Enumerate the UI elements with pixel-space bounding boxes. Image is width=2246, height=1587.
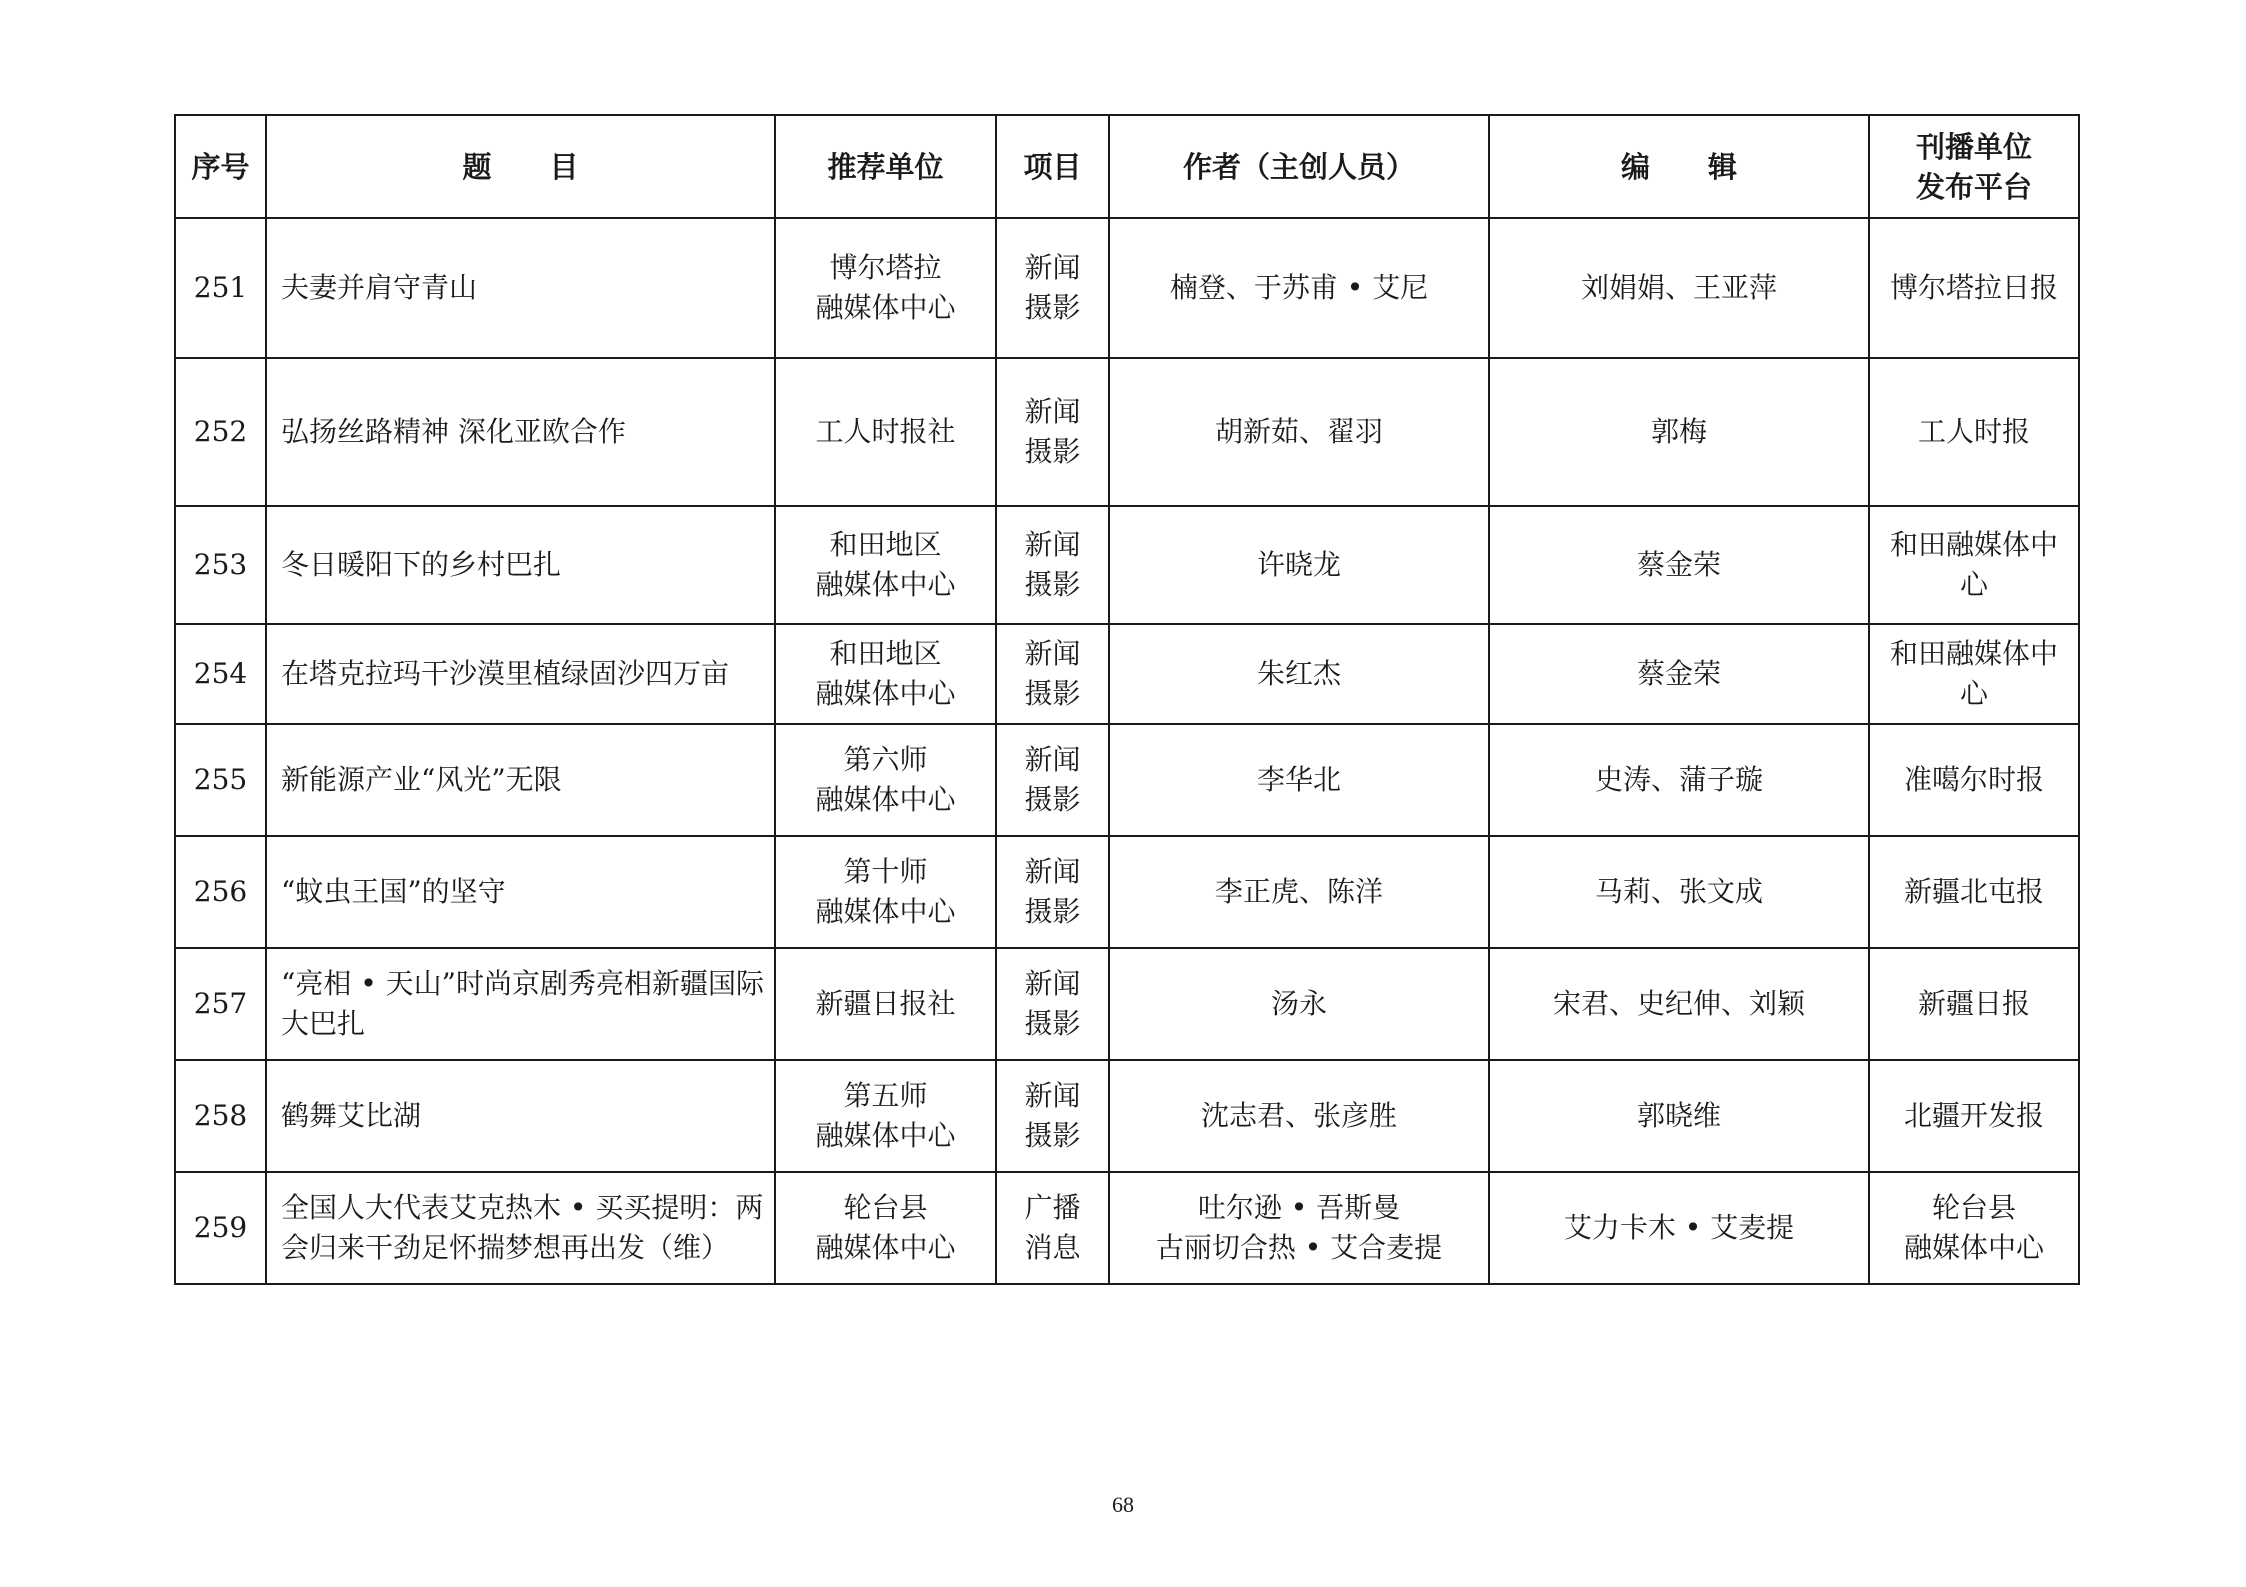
cell-col-number: 256 — [175, 836, 266, 948]
cell-col-editor: 宋君、史纪伸、刘颖 — [1489, 948, 1869, 1060]
cell-col-recommender: 新疆日报社 — [775, 948, 996, 1060]
cell-col-title: 全国人大代表艾克热木 • 买买提明：两会归来干劲足怀揣梦想再出发（维） — [266, 1172, 775, 1284]
cell-col-editor: 马莉、张文成 — [1489, 836, 1869, 948]
cell-col-author: 朱红杰 — [1109, 624, 1489, 724]
cell-col-recommender: 第十师 融媒体中心 — [775, 836, 996, 948]
cell-col-category: 新闻 摄影 — [996, 836, 1109, 948]
cell-col-editor: 郭梅 — [1489, 358, 1869, 506]
cell-col-title: “亮相 • 天山”时尚京剧秀亮相新疆国际大巴扎 — [266, 948, 775, 1060]
table-row — [175, 506, 2079, 624]
table-row — [175, 724, 2079, 836]
cell-col-recommender: 和田地区 融媒体中心 — [775, 506, 996, 624]
header-col-recommender: 推荐单位 — [775, 115, 996, 218]
cell-col-editor: 史涛、蒲子璇 — [1489, 724, 1869, 836]
cell-col-category: 新闻 摄影 — [996, 506, 1109, 624]
cell-col-author: 李正虎、陈洋 — [1109, 836, 1489, 948]
cell-col-recommender: 工人时报社 — [775, 358, 996, 506]
cell-col-number: 255 — [175, 724, 266, 836]
cell-col-number: 254 — [175, 624, 266, 724]
cell-col-publisher: 北疆开发报 — [1869, 1060, 2079, 1172]
cell-col-publisher: 准噶尔时报 — [1869, 724, 2079, 836]
cell-col-author: 许晓龙 — [1109, 506, 1489, 624]
cell-col-title: 在塔克拉玛干沙漠里植绿固沙四万亩 — [266, 624, 775, 724]
cell-col-number: 257 — [175, 948, 266, 1060]
cell-col-publisher: 工人时报 — [1869, 358, 2079, 506]
cell-col-editor: 刘娟娟、王亚萍 — [1489, 218, 1869, 358]
cell-col-title: 新能源产业“风光”无限 — [266, 724, 775, 836]
cell-col-publisher: 博尔塔拉日报 — [1869, 218, 2079, 358]
table-header-row — [175, 115, 2079, 218]
cell-col-category: 新闻 摄影 — [996, 218, 1109, 358]
cell-col-number: 253 — [175, 506, 266, 624]
cell-col-category: 新闻 摄影 — [996, 948, 1109, 1060]
table-row — [175, 218, 2079, 358]
header-col-category: 项目 — [996, 115, 1109, 218]
cell-col-author: 李华北 — [1109, 724, 1489, 836]
awards-table — [174, 114, 2080, 1285]
cell-col-editor: 蔡金荣 — [1489, 506, 1869, 624]
page-number: 68 — [1112, 1492, 1134, 1517]
cell-col-recommender: 第六师 融媒体中心 — [775, 724, 996, 836]
cell-col-publisher: 轮台县 融媒体中心 — [1869, 1172, 2079, 1284]
table-row — [175, 836, 2079, 948]
header-col-number: 序号 — [175, 115, 266, 218]
cell-col-recommender: 和田地区 融媒体中心 — [775, 624, 996, 724]
cell-col-publisher: 和田融媒体中心 — [1869, 506, 2079, 624]
cell-col-editor: 艾力卡木 • 艾麦提 — [1489, 1172, 1869, 1284]
header-col-editor: 编 辑 — [1489, 115, 1869, 218]
cell-col-number: 258 — [175, 1060, 266, 1172]
cell-col-publisher: 新疆北屯报 — [1869, 836, 2079, 948]
cell-col-category: 广播 消息 — [996, 1172, 1109, 1284]
cell-col-publisher: 新疆日报 — [1869, 948, 2079, 1060]
cell-col-author: 汤永 — [1109, 948, 1489, 1060]
cell-col-category: 新闻 摄影 — [996, 724, 1109, 836]
table-row — [175, 948, 2079, 1060]
table-row — [175, 1060, 2079, 1172]
table-row — [175, 624, 2079, 724]
cell-col-category: 新闻 摄影 — [996, 624, 1109, 724]
cell-col-number: 251 — [175, 218, 266, 358]
header-col-author: 作者（主创人员） — [1109, 115, 1489, 218]
cell-col-title: “蚊虫王国”的坚守 — [266, 836, 775, 948]
cell-col-editor: 蔡金荣 — [1489, 624, 1869, 724]
table-row — [175, 358, 2079, 506]
cell-col-publisher: 和田融媒体中心 — [1869, 624, 2079, 724]
cell-col-title: 冬日暖阳下的乡村巴扎 — [266, 506, 775, 624]
cell-col-title: 鹤舞艾比湖 — [266, 1060, 775, 1172]
cell-col-author: 胡新茹、翟羽 — [1109, 358, 1489, 506]
cell-col-recommender: 轮台县 融媒体中心 — [775, 1172, 996, 1284]
header-col-title: 题 目 — [266, 115, 775, 218]
cell-col-category: 新闻 摄影 — [996, 358, 1109, 506]
table-body — [175, 218, 2079, 1284]
cell-col-category: 新闻 摄影 — [996, 1060, 1109, 1172]
cell-col-number: 259 — [175, 1172, 266, 1284]
cell-col-recommender: 博尔塔拉 融媒体中心 — [775, 218, 996, 358]
cell-col-editor: 郭晓维 — [1489, 1060, 1869, 1172]
cell-col-number: 252 — [175, 358, 266, 506]
cell-col-author: 沈志君、张彦胜 — [1109, 1060, 1489, 1172]
cell-col-author: 吐尔逊 • 吾斯曼 古丽切合热 • 艾合麦提 — [1109, 1172, 1489, 1284]
cell-col-title: 弘扬丝路精神 深化亚欧合作 — [266, 358, 775, 506]
cell-col-title: 夫妻并肩守青山 — [266, 218, 775, 358]
cell-col-recommender: 第五师 融媒体中心 — [775, 1060, 996, 1172]
cell-col-author: 楠登、于苏甫 • 艾尼 — [1109, 218, 1489, 358]
table-row — [175, 1172, 2079, 1284]
header-col-publisher: 刊播单位 发布平台 — [1869, 115, 2079, 218]
